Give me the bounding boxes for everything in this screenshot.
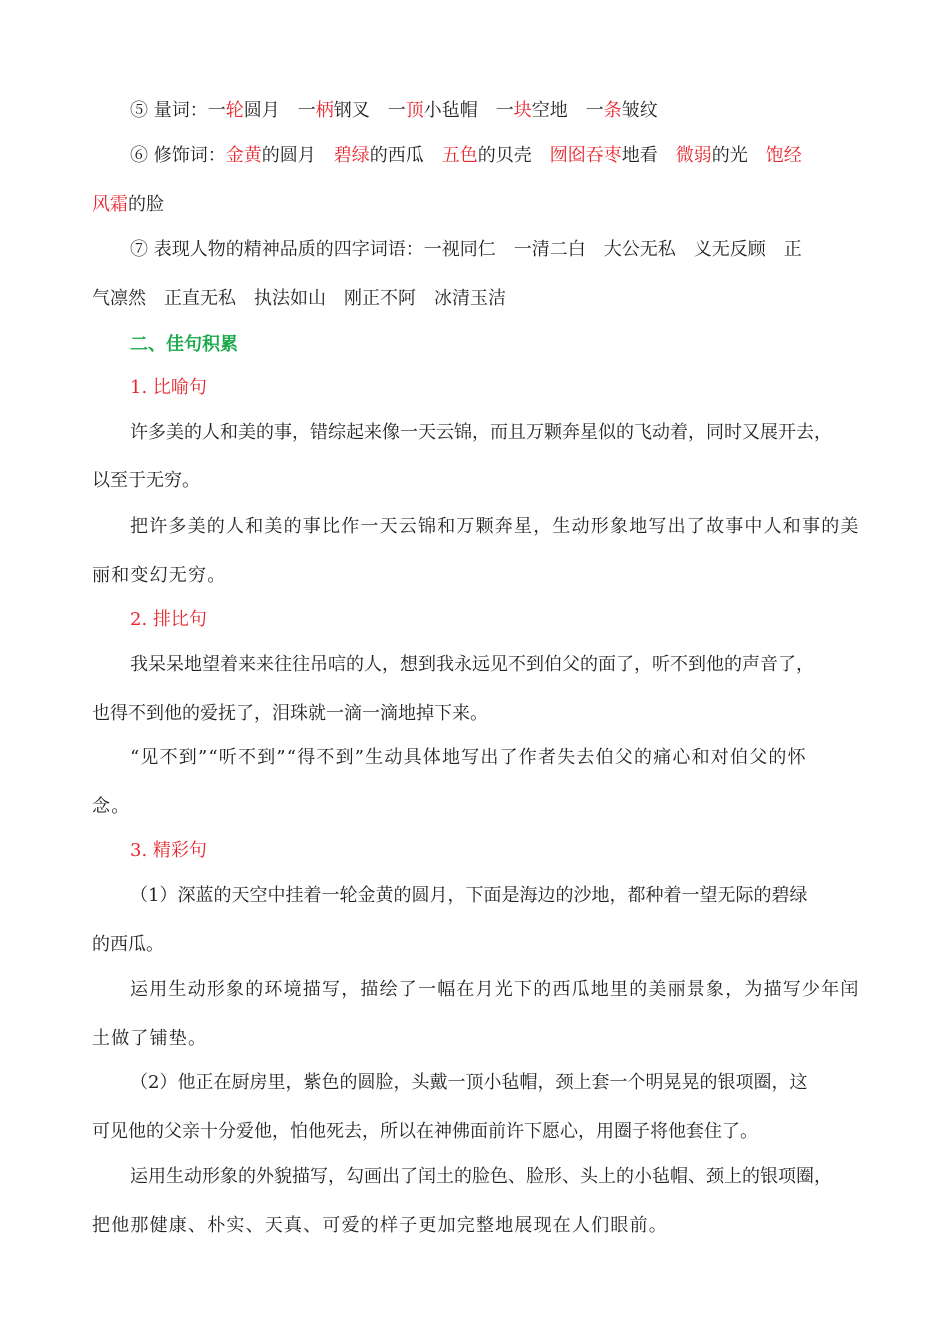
parallel-sentence-1: 我呆呆地望着来来往往吊唁的人，想到我永远见不到伯父的面了，听不到他的声音了， — [130, 654, 814, 675]
measure-words-line — [130, 99, 868, 123]
word-suffix: 地看 — [621, 145, 658, 166]
word-prefix: 一 — [495, 100, 514, 121]
subheading-wonderful: 3. 精彩句 — [130, 840, 207, 861]
wonderful-note-1b: 土做了铺垫。 — [92, 1028, 208, 1049]
wonderful-sentence-1b: 的西瓜。 — [92, 934, 164, 955]
highlight-word: 条 — [603, 100, 622, 121]
section-heading: 二、佳句积累 — [130, 334, 238, 355]
idioms-line-2: 气凛然 正直无私 执法如山 刚正不阿 冰清玉洁 — [92, 288, 506, 309]
word-suffix: 圆月 — [243, 100, 280, 121]
modifier-words-line-2 — [92, 193, 868, 217]
metaphor-note-1: 把许多美的人和美的事比作一天云锦和万颗奔星，生动形象地写出了故事中人和事的美 — [130, 516, 860, 537]
highlight-word: 轮 — [225, 100, 244, 121]
highlight-word: 饱经 — [765, 145, 802, 166]
word-suffix: 空地 — [531, 100, 568, 121]
highlight-word: 囫囵吞枣 — [549, 145, 622, 166]
metaphor-note-2: 丽和变幻无穷。 — [92, 565, 227, 586]
parallel-note-2: 念。 — [92, 796, 131, 817]
wonderful-sentence-1a: （1）深蓝的天空中挂着一轮金黄的圆月，下面是海边的沙地，都种着一望无际的碧绿 — [130, 885, 808, 906]
word-prefix: 一 — [387, 100, 406, 121]
highlight-word: 柄 — [315, 100, 334, 121]
wonderful-note-2b: 把他那健康、朴实、天真、可爱的样子更加完整地展现在人们眼前。 — [92, 1215, 668, 1236]
word-suffix: 的贝壳 — [477, 145, 532, 166]
wonderful-note-2a: 运用生动形象的外貌描写，勾画出了闰土的脸色、脸形、头上的小毡帽、颈上的银项圈， — [130, 1166, 832, 1187]
modifier-words-label: ⑥ 修饰词： — [130, 145, 226, 166]
word-prefix: 一 — [207, 100, 226, 121]
word-suffix: 的光 — [711, 145, 748, 166]
highlight-word: 顶 — [405, 100, 424, 121]
parallel-note-1: “见不到”“听不到”“得不到”生动具体地写出了作者失去伯父的痛心和对伯父的怀 — [130, 747, 807, 768]
metaphor-sentence-2: 以至于无穷。 — [92, 470, 200, 491]
parallel-sentence-2: 也得不到他的爱抚了，泪珠就一滴一滴地掉下来。 — [92, 703, 488, 724]
subheading-metaphor: 1. 比喻句 — [130, 377, 207, 398]
metaphor-sentence-1: 许多美的人和美的事，错综起来像一天云锦，而且万颗奔星似的飞动着，同时又展开去， — [130, 422, 832, 443]
highlight-word: 碧绿 — [333, 145, 370, 166]
word-suffix: 的脸 — [128, 194, 164, 215]
word-prefix: 一 — [297, 100, 316, 121]
word-suffix: 钢叉 — [333, 100, 370, 121]
measure-words-label: ⑤ 量词： — [130, 100, 208, 121]
wonderful-sentence-2a: （2）他正在厨房里，紫色的圆脸，头戴一顶小毡帽，颈上套一个明晃晃的银项圈，这 — [130, 1072, 808, 1093]
highlight-word: 块 — [513, 100, 532, 121]
word-suffix: 小毡帽 — [423, 100, 478, 121]
word-suffix: 的圆月 — [261, 145, 316, 166]
modifier-words-line — [130, 144, 868, 168]
wonderful-note-1a: 运用生动形象的环境描写，描绘了一幅在月光下的西瓜地里的美丽景象，为描写少年闰 — [130, 979, 860, 1000]
word-suffix: 皱纹 — [621, 100, 658, 121]
word-prefix: 一 — [585, 100, 604, 121]
wonderful-sentence-2b: 可见他的父亲十分爱他，怕他死去，所以在神佛面前许下愿心，用圈子将他套住了。 — [92, 1121, 758, 1142]
highlight-word: 风霜 — [92, 194, 128, 215]
subheading-parallel: 2. 排比句 — [130, 609, 207, 630]
idioms-line-1: ⑦ 表现人物的精神品质的四字词语：一视同仁 一清二白 大公无私 义无反顾 正 — [130, 239, 802, 260]
highlight-word: 微弱 — [675, 145, 712, 166]
highlight-word: 五色 — [441, 145, 478, 166]
highlight-word: 金黄 — [225, 145, 262, 166]
word-suffix: 的西瓜 — [369, 145, 424, 166]
